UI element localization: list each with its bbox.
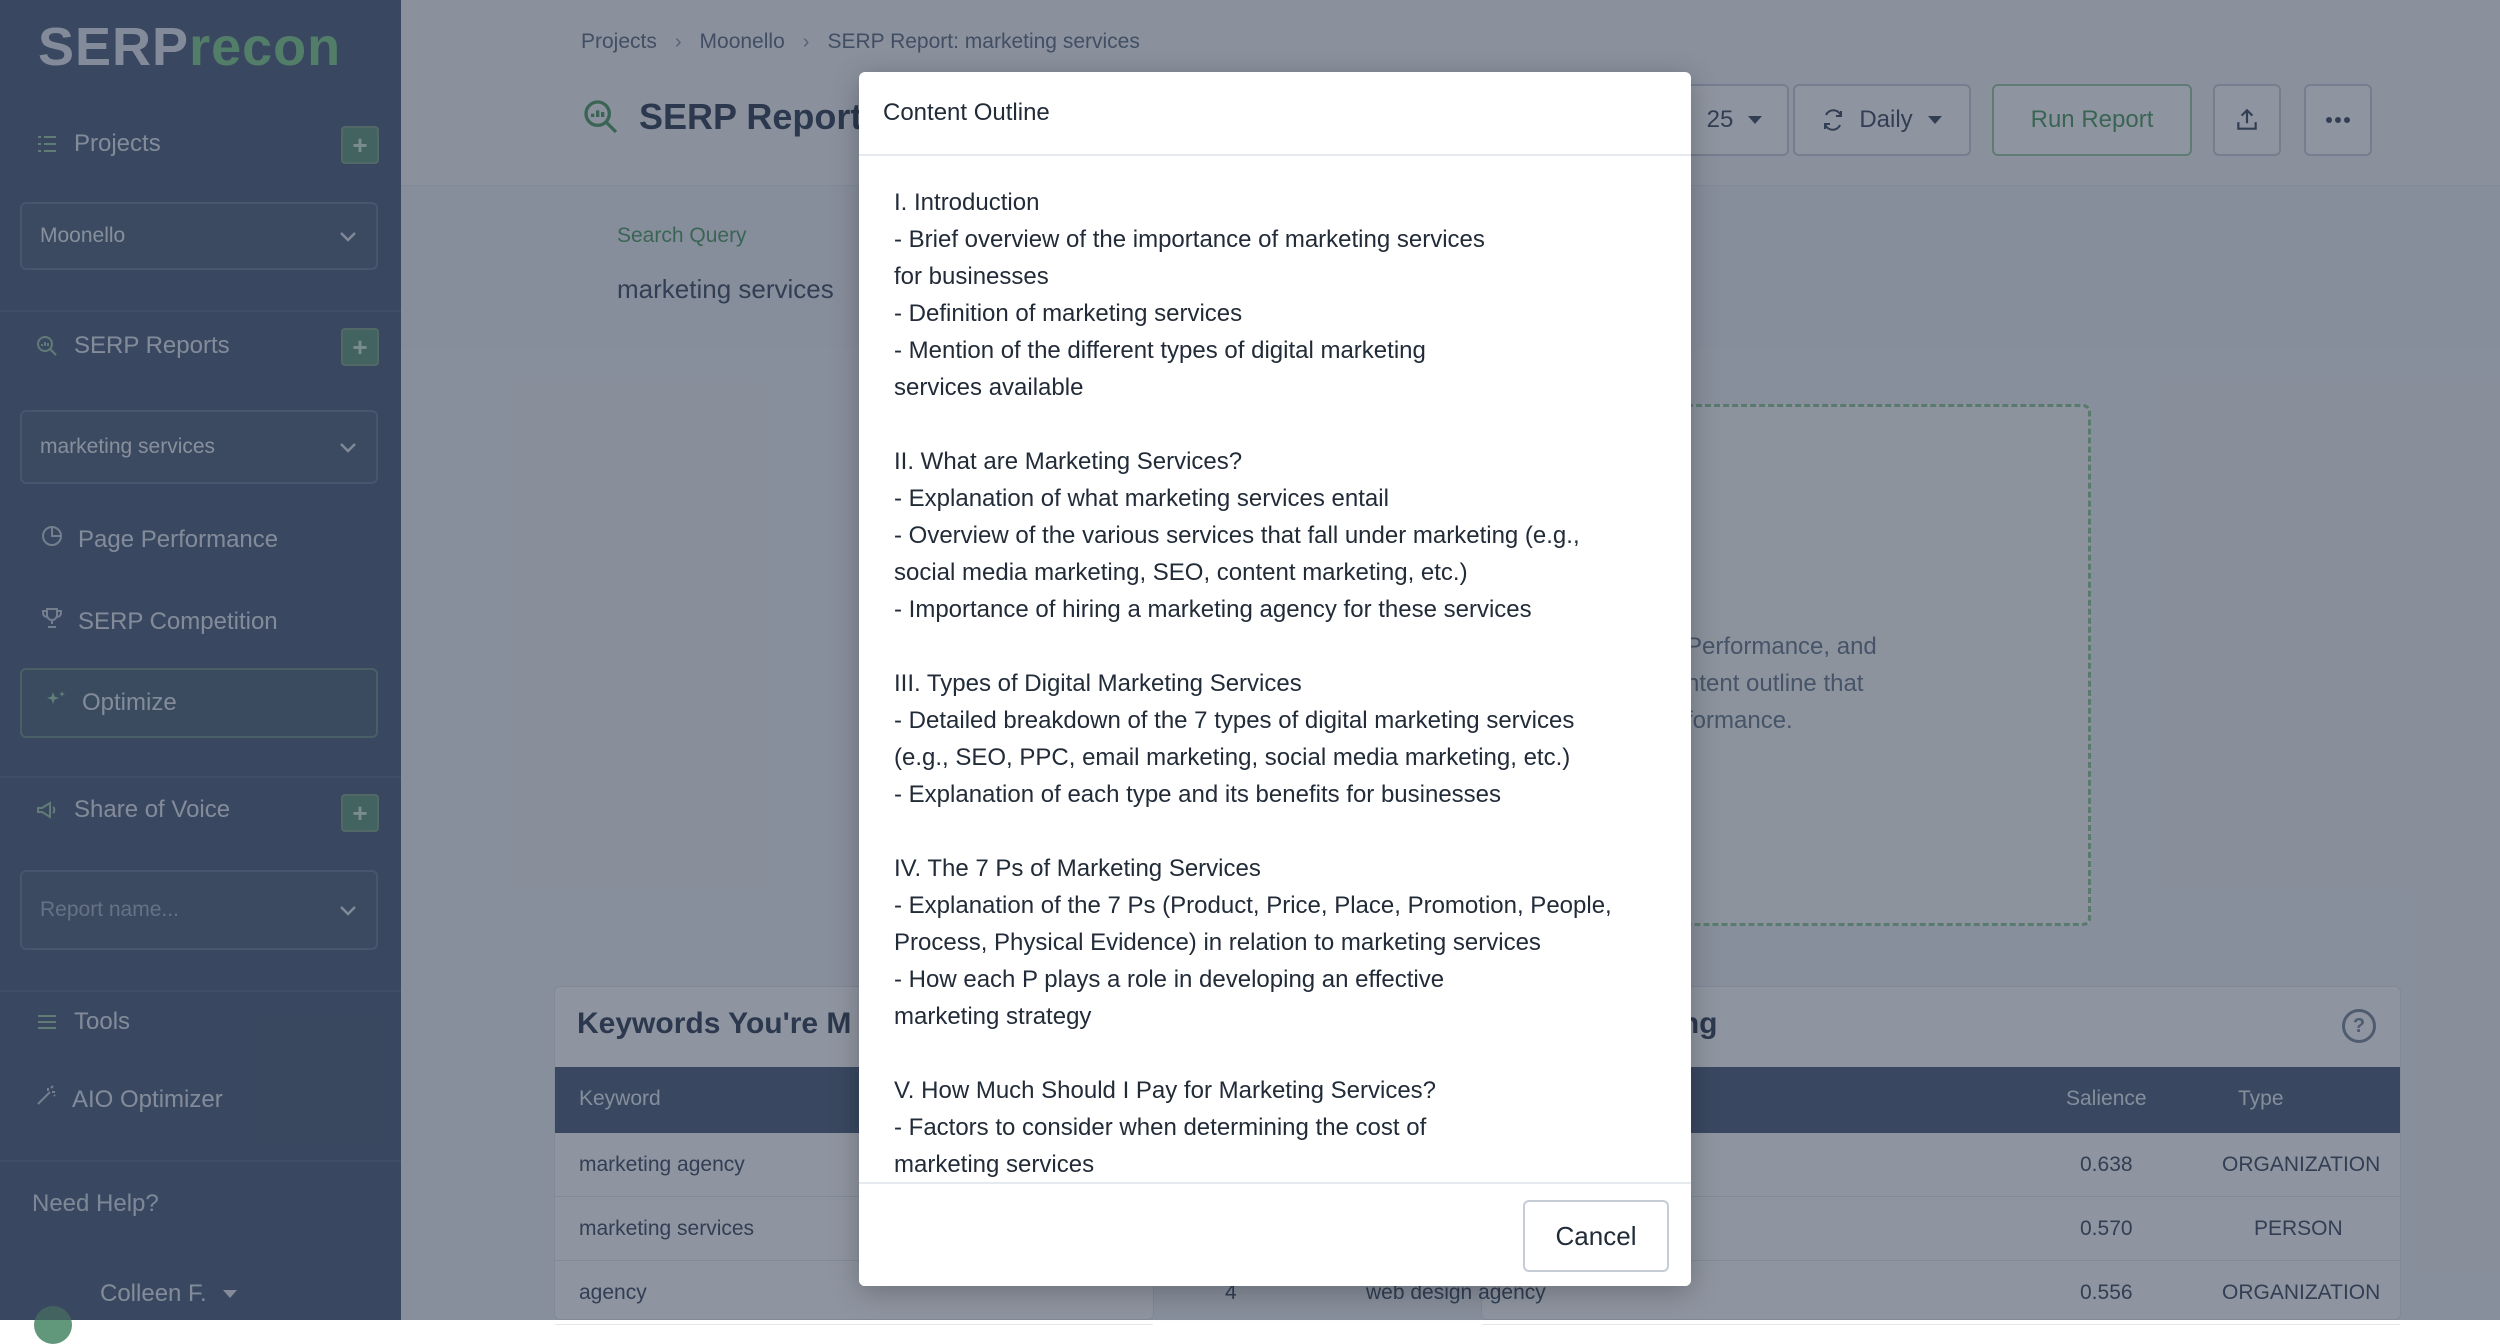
outline-line: (e.g., SEO, PPC, email marketing, social media marketing, etc.) bbox=[894, 744, 1571, 771]
cancel-button[interactable]: Cancel bbox=[1523, 1200, 1669, 1272]
outline-line: marketing strategy bbox=[894, 1003, 1092, 1030]
outline-line: - Importance of hiring a marketing agency for these services bbox=[894, 596, 1532, 623]
modal-title: Content Outline bbox=[883, 99, 1050, 126]
outline-line: - Explanation of what marketing services entail bbox=[894, 485, 1389, 512]
outline-line: social media marketing, SEO, content marketing, etc.) bbox=[894, 559, 1468, 586]
outline-line: for businesses bbox=[894, 263, 1049, 290]
content-outline-modal bbox=[859, 72, 1691, 1286]
outline-line: II. What are Marketing Services? bbox=[894, 448, 1243, 475]
outline-line: - Overview of the various services that fall under marketing (e.g., bbox=[894, 522, 1580, 549]
outline-line: - Definition of marketing services bbox=[894, 300, 1243, 327]
outline-line bbox=[894, 813, 1661, 850]
outline-line bbox=[894, 406, 1661, 443]
modal-footer bbox=[859, 1182, 1691, 1286]
outline-line bbox=[894, 1035, 1661, 1072]
outline-line: marketing services bbox=[894, 1151, 1095, 1178]
outline-line: IV. The 7 Ps of Marketing Services bbox=[894, 855, 1261, 882]
outline-line: - Mention of the different types of digital marketing bbox=[894, 337, 1426, 364]
outline-line: Process, Physical Evidence) in relation to marketing services bbox=[894, 929, 1541, 956]
outline-line: - How each P plays a role in developing an effective bbox=[894, 966, 1445, 993]
modal-header bbox=[859, 72, 1691, 156]
outline-line: - Explanation of each type and its benefits for businesses bbox=[894, 781, 1502, 808]
outline-line: - Brief overview of the importance of marketing services bbox=[894, 226, 1485, 253]
outline-line: I. Introduction bbox=[894, 189, 1040, 216]
outline-line: - Factors to consider when determining the cost of bbox=[894, 1114, 1427, 1141]
outline-line: - Explanation of the 7 Ps (Product, Price, Place, Promotion, People, bbox=[894, 892, 1612, 919]
outline-line: - Detailed breakdown of the 7 types of digital marketing services bbox=[894, 707, 1575, 734]
outline-line: III. Types of Digital Marketing Services bbox=[894, 670, 1302, 697]
outline-line: V. How Much Should I Pay for Marketing Services? bbox=[894, 1077, 1437, 1104]
modal-body[interactable] bbox=[859, 156, 1691, 1256]
outline-line bbox=[894, 628, 1661, 665]
outline-line: services available bbox=[894, 374, 1084, 401]
